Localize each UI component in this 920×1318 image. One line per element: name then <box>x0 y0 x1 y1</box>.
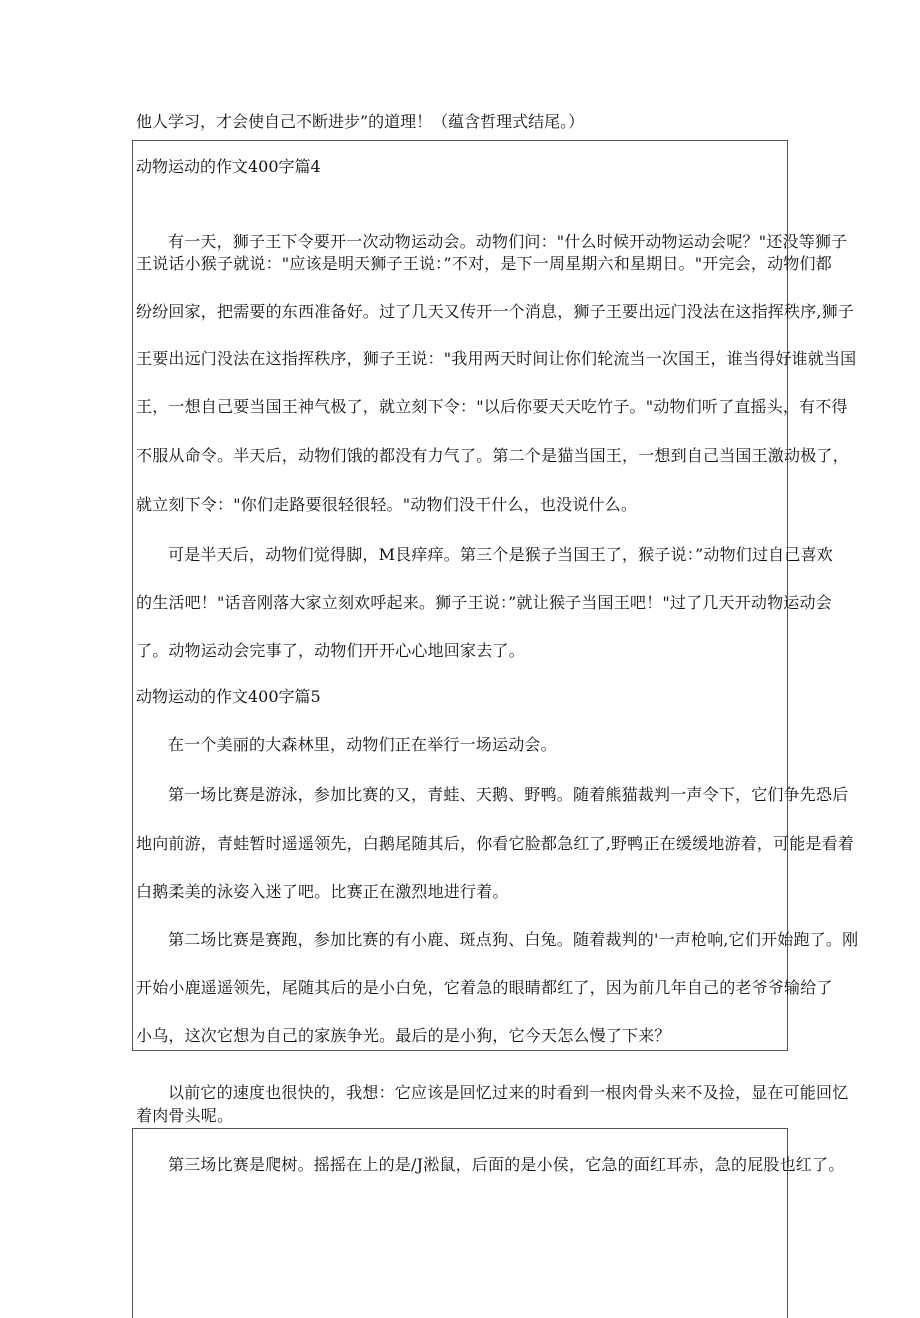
s5-p2-line-2: 地向前游，青蛙暂时遥遥领先，白鹅尾随其后，你看它脸都急红了,野鸭正在缓缓地游着，可能是看着 <box>136 834 855 853</box>
outside-line-2: 着肉骨头呢。 <box>136 1106 234 1125</box>
s4-p1-line-7: 就立刻下令："你们走路要很轻很轻。"动物们没干什么，也没说什么。 <box>136 495 638 514</box>
outside-line-1: 以前它的速度也很快的，我想：它应该是回忆过来的时看到一根肉骨头来不及捡，显在可能回忆 <box>168 1083 849 1102</box>
s4-p1-line-4: 王要出远门没法在这指挥秩序，狮子王说："我用两天时间让你们轮流当一次国王，谁当得好谁就当国 <box>136 349 857 368</box>
s5-p3-line-3: 小乌，这次它想为自己的家族争光。最后的是小狗，它今天怎么慢了下来？ <box>136 1026 671 1045</box>
s4-p1-line-2: 王说话小猴子就说："应该是明天狮子王说：”不对，是下一周星期六和星期日。"开完会，动物们都 <box>136 254 832 273</box>
s4-p2-line-1: 可是半天后，动物们觉得脚，M艮痒痒。第三个是猴子当国王了，猴子说：”动物们过自己喜欢 <box>168 545 833 564</box>
s4-p2-line-2: 的生活吧！"话音刚落大家立刻欢呼起来。狮子王说：”就让猴子当国王吧！"过了几天开动物运动会 <box>136 593 832 612</box>
section-5-heading: 动物运动的作文400字篇5 <box>136 687 321 706</box>
s5-p3-line-2: 开始小鹿遥遥领先，尾随其后的是小白免，它着急的眼睛都红了，因为前几年自己的老爷爷输给了 <box>136 978 833 997</box>
s5-p1-line-1: 在一个美丽的大森林里，动物们正在举行一场运动会。 <box>168 735 557 754</box>
s4-p1-line-5: 王，一想自己要当国王神气极了，就立刻下令："以后你要天天吃竹子。"动物们听了直摇头，有不得 <box>136 397 848 416</box>
s5-p3-line-1: 第二场比赛是赛跑，参加比赛的有小鹿、斑点狗、白兔。随着裁判的'一声枪响,它们开始跑了。刚 <box>168 930 859 949</box>
s4-p1-line-3: 纷纷回家，把需要的东西准备好。过了几天又传开一个消息，狮子王要出远门没法在这指挥秩序,狮子 <box>136 302 855 321</box>
s4-p1-line-1: 有一天，狮子王下令要开一次动物运动会。动物们问："什么时候开动物运动会呢？"还没等狮子 <box>168 232 848 251</box>
s5-p2-line-3: 白鹅柔美的泳姿入迷了吧。比赛正在激烈地进行着。 <box>136 882 509 901</box>
s4-p2-line-3: 了。动物运动会完事了，动物们开开心心地回家去了。 <box>136 641 525 660</box>
section-4-heading: 动物运动的作文400字篇4 <box>136 157 321 176</box>
s5-p2-line-1: 第一场比赛是游泳，参加比赛的又，青蛙、天鹅、野鸭。随着熊猫裁判一声令下，它们争先恐后 <box>168 785 849 804</box>
intro-line: 他人学习，才会使自己不断进步”的道理！（蕴含哲理式结尾。） <box>136 112 585 131</box>
s4-p1-line-6: 不服从命令。半天后，动物们饿的都没有力气了。第二个是猫当国王，一想到自己当国王激动极了， <box>136 446 849 465</box>
bottom-line-1: 第三场比赛是爬树。摇摇在上的是/J淞鼠，后面的是小侯，它急的面红耳赤，急的屁股也红了。 <box>168 1155 845 1174</box>
